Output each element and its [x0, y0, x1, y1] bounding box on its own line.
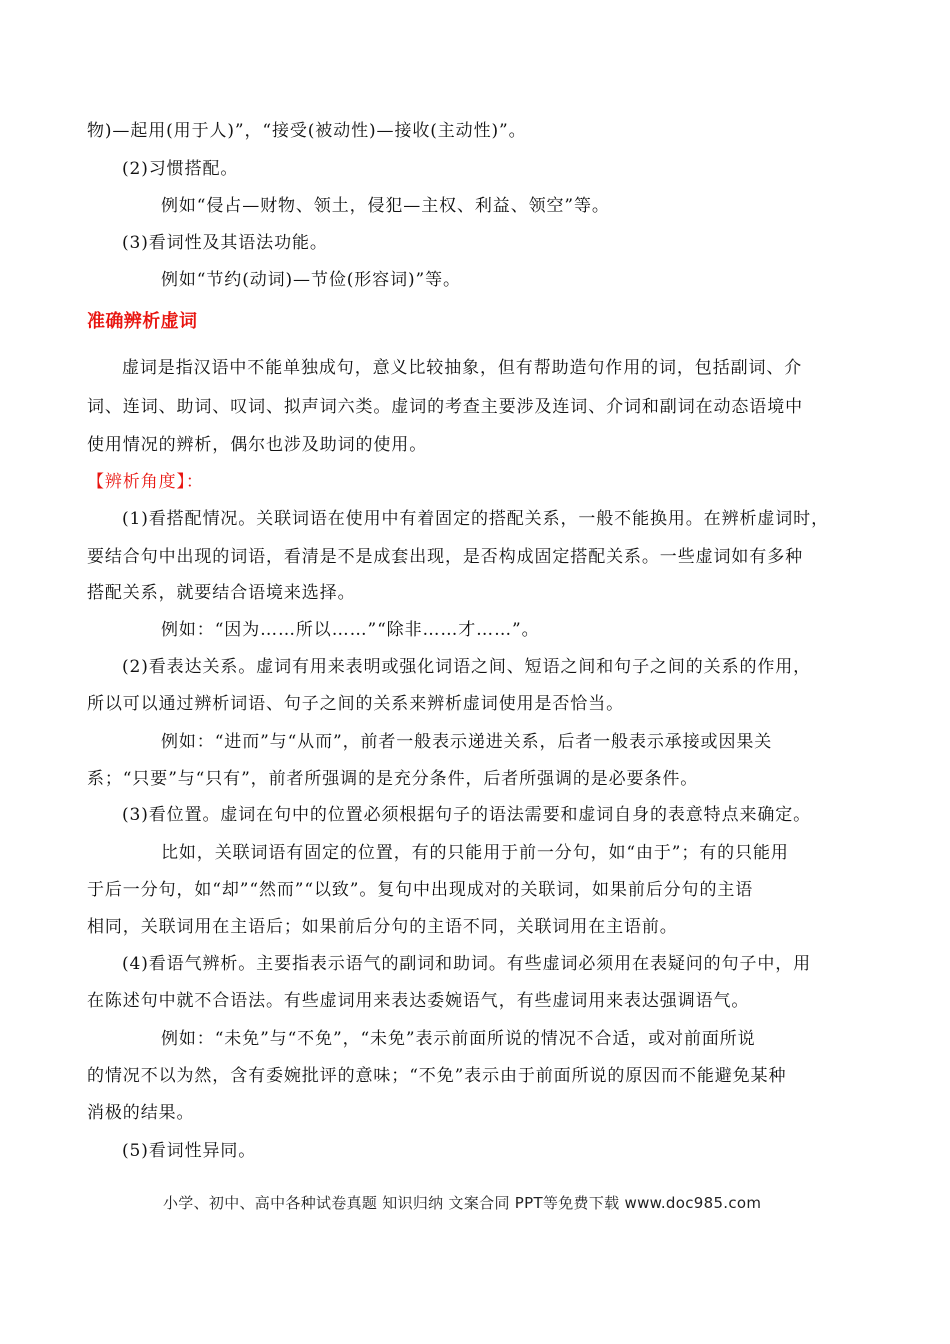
body-text-line: 词、连词、助词、叹词、拟声词六类。虚词的考查主要涉及连词、介词和副词在动态语境中	[87, 397, 803, 417]
body-text-line: 于后一分句，如“却”“然而”“以致”。复句中出现成对的关联词，如果前后分句的主语	[87, 880, 754, 900]
body-text-line: 在陈述句中就不合语法。有些虚词用来表达委婉语气，有些虚词用来表达强调语气。	[87, 991, 750, 1011]
example-line: 例如“侵占—财物、领土，侵犯—主权、利益、领空”等。	[161, 196, 610, 216]
list-item-heading: (2)习惯搭配。	[122, 159, 239, 179]
body-text-line: 虚词是指汉语中不能单独成句，意义比较抽象，但有帮助造句作用的词，包括副词、介	[122, 358, 803, 378]
page-footer: 小学、初中、高中各种试卷真题 知识归纳 文案合同 PPT等免费下载 www.doc985.com	[163, 1194, 762, 1212]
example-line: 例如：“未免”与“不免”，“未免”表示前面所说的情况不合适，或对前面所说	[161, 1029, 756, 1049]
body-text-line: 的情况不以为然，含有委婉批评的意味；“不免”表示由于前面所说的原因而不能避免某种	[87, 1066, 787, 1086]
section-heading: 准确辨析虚词	[87, 311, 198, 332]
body-text-line: 搭配关系，就要结合语境来选择。	[87, 583, 356, 603]
body-text-line: 所以可以通过辨析词语、句子之间的关系来辨析虚词使用是否恰当。	[87, 694, 624, 714]
example-line: 例如：“因为……所以……”“除非……才……”。	[161, 620, 540, 640]
list-item-heading: (5)看词性异同。	[122, 1141, 257, 1161]
list-item-heading: (2)看表达关系。虚词有用来表明或强化词语之间、短语之间和句子之间的关系的作用，	[122, 657, 812, 677]
list-item-heading: (3)看位置。虚词在句中的位置必须根据句子的语法需要和虚词自身的表意特点来确定。	[122, 805, 812, 825]
subsection-label: 【辨析角度】：	[87, 472, 204, 492]
list-item-heading: (3)看词性及其语法功能。	[122, 233, 328, 253]
example-line: 比如，关联词语有固定的位置，有的只能用于前一分句，如“由于”；有的只能用	[161, 843, 789, 863]
example-line: 例如“节约(动词)—节俭(形容词)”等。	[161, 270, 461, 290]
body-text-line: 要结合句中出现的词语，看清是不是成套出现，是否构成固定搭配关系。一些虚词如有多种	[87, 547, 803, 567]
list-item-heading: (1)看搭配情况。关联词语在使用中有着固定的搭配关系，一般不能换用。在辨析虚词时，	[122, 509, 829, 529]
body-text-line: 使用情况的辨析，偶尔也涉及助词的使用。	[87, 435, 428, 455]
body-text-line: 相同，关联词用在主语后；如果前后分句的主语不同，关联词用在主语前。	[87, 917, 678, 937]
body-text-line: 系；“只要”与“只有”，前者所强调的是充分条件，后者所强调的是必要条件。	[87, 769, 699, 789]
body-text-line: 消极的结果。	[87, 1103, 195, 1123]
example-line: 例如：“进而”与“从而”，前者一般表示递进关系，后者一般表示承接或因果关	[161, 732, 773, 752]
list-item-heading: (4)看语气辨析。主要指表示语气的副词和助词。有些虚词必须用在表疑问的句子中，用	[122, 954, 812, 974]
body-text-line: 物)—起用(用于人)”，“接受(被动性)—接收(主动性)”。	[87, 121, 527, 141]
